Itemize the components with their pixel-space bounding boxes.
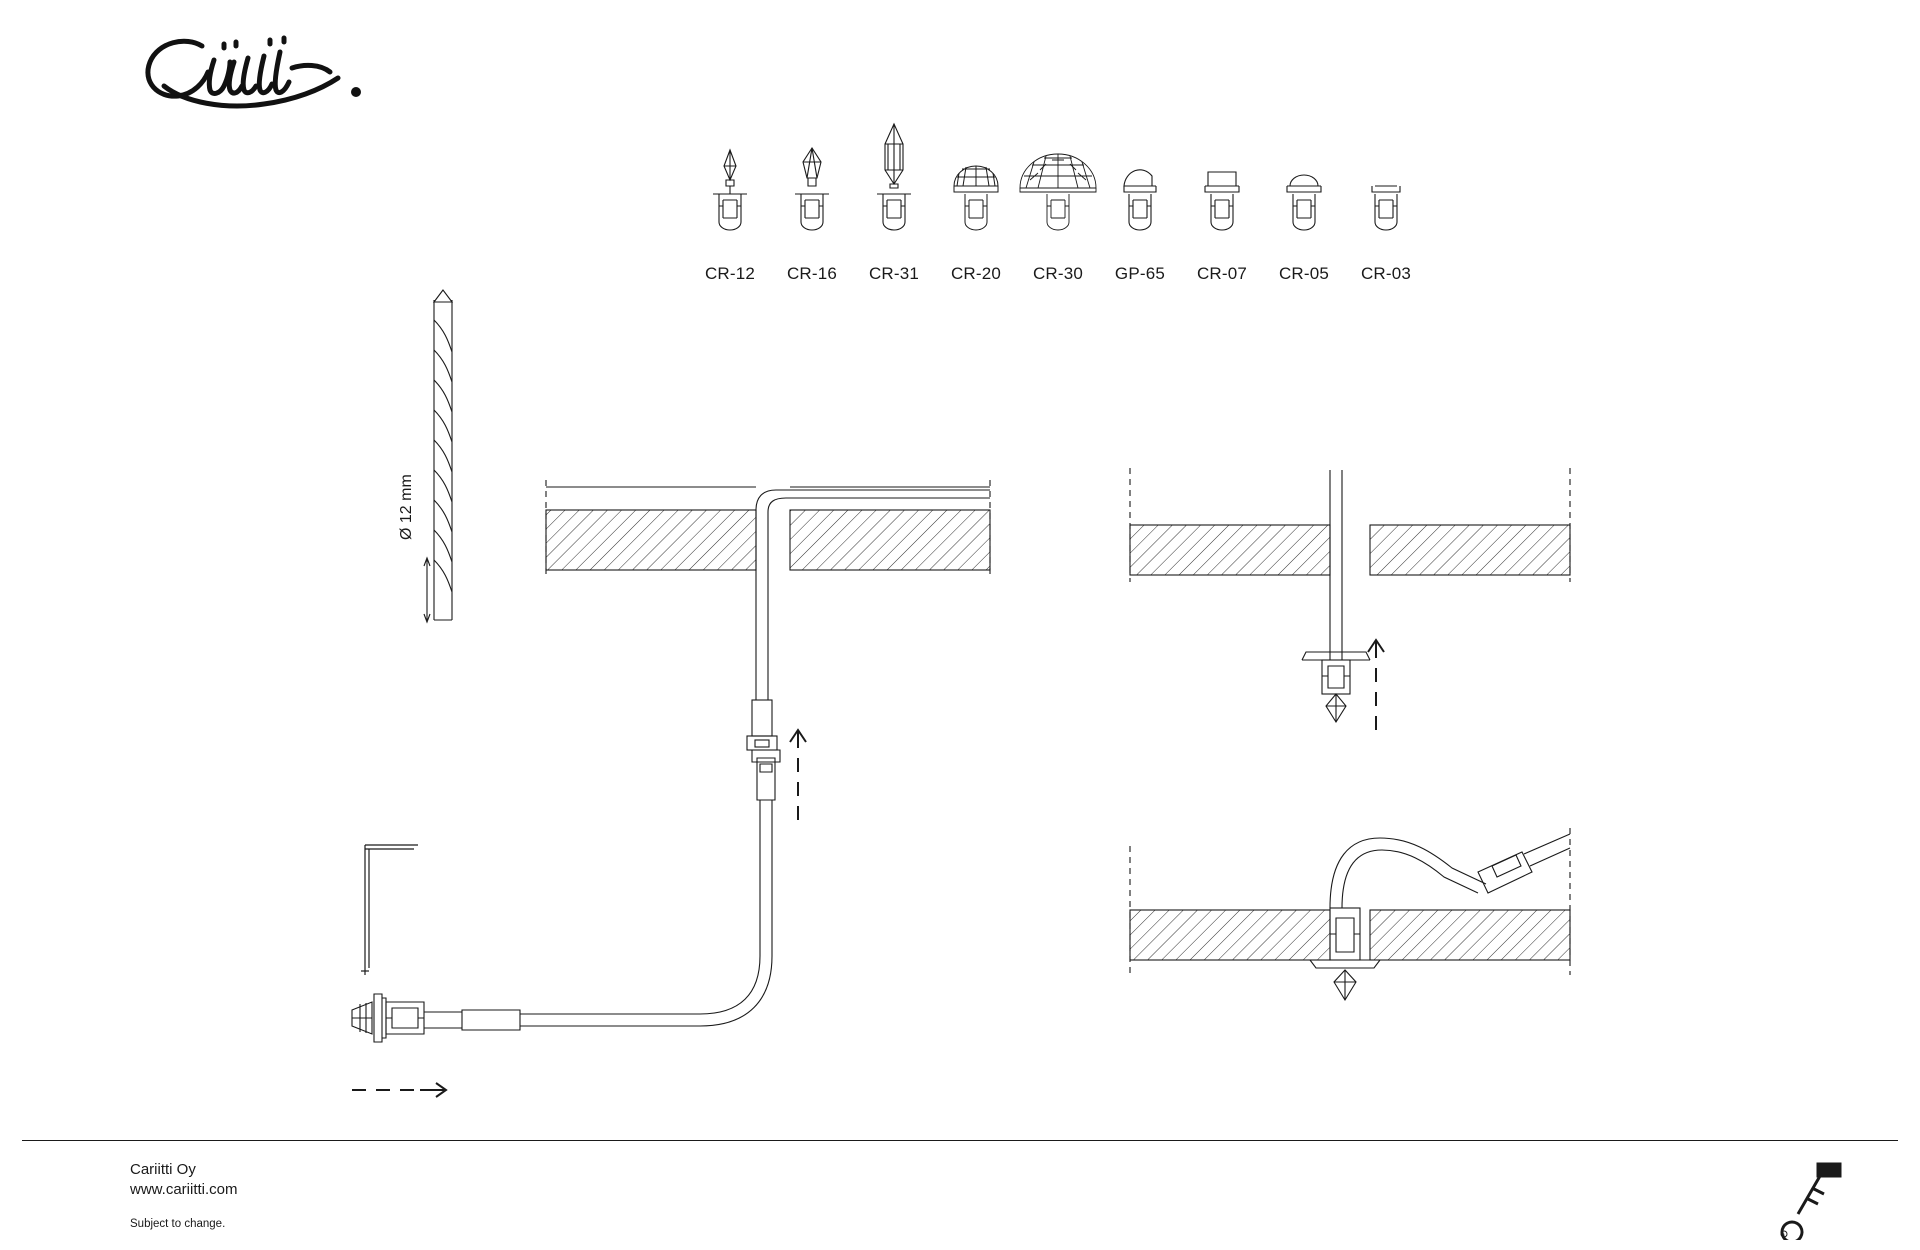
fixture-cable-assembly xyxy=(352,750,780,1042)
fixture-label: CR-03 xyxy=(1360,264,1412,283)
drill-bit-illustration xyxy=(424,290,452,622)
footer-company-block xyxy=(130,1160,238,1201)
allen-key-illustration xyxy=(361,845,418,975)
panel-section-top-right xyxy=(1130,468,1570,722)
key-mark-logo xyxy=(1760,1150,1850,1240)
svg-text:®: ® xyxy=(1781,1233,1785,1239)
footer-divider xyxy=(22,1140,1898,1141)
push-up-arrow-right xyxy=(1368,640,1384,730)
plain-body-icon xyxy=(1336,120,1436,260)
footer-disclaimer: Subject to change. xyxy=(130,1218,226,1230)
fixture-label: CR-20 xyxy=(950,264,1002,283)
fixture-label: CR-12 xyxy=(704,264,756,283)
footer-website: www.cariitti.com xyxy=(130,1181,238,1199)
cariitti-logo xyxy=(124,24,384,114)
fixture-cr-03 xyxy=(1336,120,1436,284)
fixture-label: CR-07 xyxy=(1196,264,1248,283)
insert-direction-arrow xyxy=(352,1083,446,1097)
fixture-label: GP-65 xyxy=(1114,264,1166,283)
fixture-label: CR-30 xyxy=(1032,264,1084,283)
panel-section-top-left xyxy=(546,480,990,750)
fixture-type-row xyxy=(680,120,1580,320)
fixture-label: CR-16 xyxy=(786,264,838,283)
drill-diameter-label: Ø 12 mm xyxy=(398,474,415,540)
footer-company: Cariitti Oy xyxy=(130,1161,196,1178)
push-up-arrow-left xyxy=(790,730,806,820)
fixture-label: CR-05 xyxy=(1278,264,1330,283)
panel-section-bottom-right xyxy=(1130,828,1570,1000)
fixture-label: CR-31 xyxy=(868,264,920,283)
